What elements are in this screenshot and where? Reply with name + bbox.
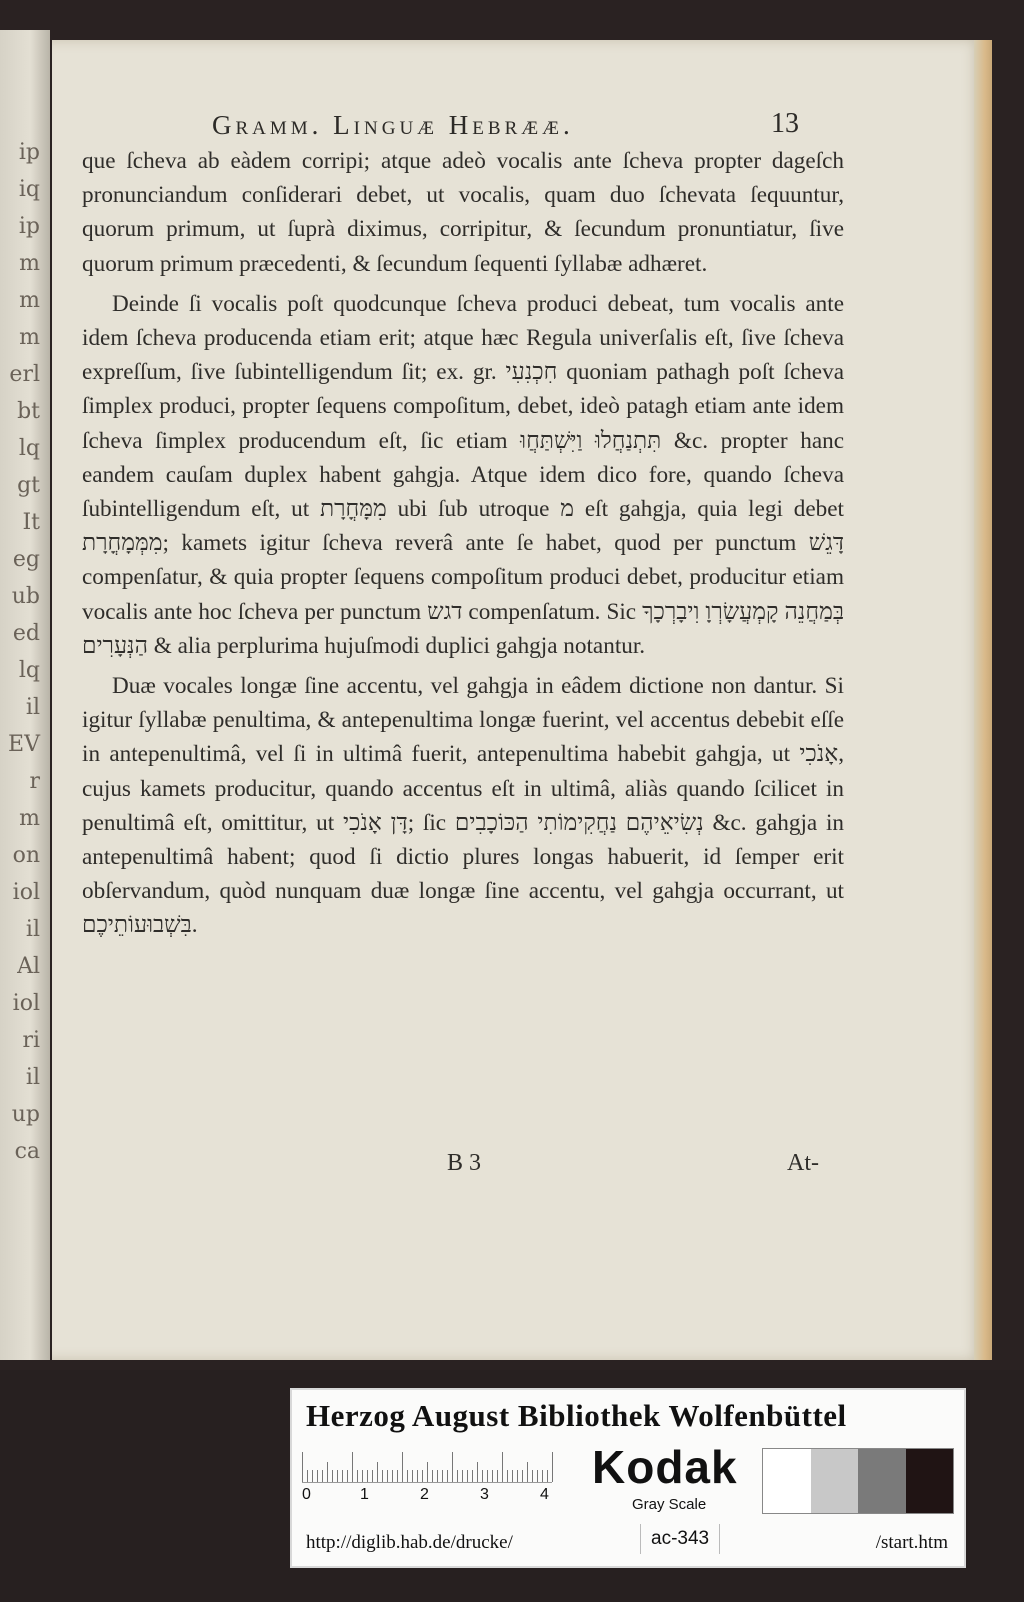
facing-page-fragment: iol bbox=[12, 880, 40, 905]
page-edge bbox=[974, 40, 992, 1360]
facing-page-fragment: gt bbox=[17, 473, 40, 498]
ruler-tick bbox=[482, 1470, 483, 1482]
ruler-tick bbox=[432, 1470, 433, 1482]
gray-swatches bbox=[762, 1448, 954, 1514]
ruler-tick bbox=[477, 1462, 478, 1482]
ruler-tick bbox=[337, 1470, 338, 1482]
ruler-tick bbox=[362, 1470, 363, 1482]
shelfmark-code: ac-343 bbox=[640, 1524, 720, 1554]
ruler-tick bbox=[307, 1470, 308, 1482]
book-page bbox=[52, 40, 984, 1360]
facing-page-fragment: il bbox=[25, 917, 40, 942]
page-number: 13 bbox=[771, 108, 799, 139]
ruler-tick bbox=[302, 1452, 303, 1482]
ruler-tick bbox=[352, 1452, 353, 1482]
catchword: At- bbox=[787, 1150, 819, 1176]
facing-page-fragment: EV bbox=[8, 732, 40, 757]
ruler-tick bbox=[382, 1470, 383, 1482]
ruler-number: 4 bbox=[540, 1486, 549, 1503]
ruler-tick bbox=[417, 1470, 418, 1482]
gray-scale-label: Gray Scale bbox=[632, 1496, 707, 1513]
gray-swatch bbox=[906, 1449, 954, 1513]
facing-page-fragment: Al bbox=[17, 954, 40, 979]
ruler-tick bbox=[407, 1470, 408, 1482]
ruler-tick bbox=[422, 1470, 423, 1482]
ruler-number: 2 bbox=[420, 1486, 429, 1503]
facing-page-fragment: m bbox=[19, 251, 40, 276]
ruler-tick bbox=[397, 1470, 398, 1482]
ruler-tick bbox=[472, 1470, 473, 1482]
ruler bbox=[302, 1450, 552, 1483]
paragraph-3: Duæ vocales longæ ſine accentu, vel gahgja in eâdem dictione non dantur. Si igitur ſyllabæ penultima, & antepenultima longæ fuerint, vel accentus debebit eſſe in antepenultimâ, vel ſi in ultimâ fuerit, antepenultima habebit gahgja, ut אָנֹכִי, cujus kamets producitur, quando accentus eſt in ultimâ, aliàs quando ſcilicet in penultimâ eſt, omittitur, ut דָּן אָנֹכִי; ſic נְשִׂיאֵיהֶם נַחֲקִימוֹתִי הַכּוֹכָבִים &c. gahgja in antepenultimâ habent; quod ſi dictio plures longas habuerit, id ſemper erit obſervandum, quòd nunquam duæ longæ ſine accentu, vel gahgja occurrant, ut בִּשְׁבוּעוֹתֵיכֶם. bbox=[82, 673, 845, 939]
ruler-tick bbox=[412, 1470, 413, 1482]
ruler-tick bbox=[537, 1470, 538, 1482]
facing-page-fragment: iq bbox=[18, 177, 40, 202]
facing-page-fragment: m bbox=[19, 325, 40, 350]
ruler-tick bbox=[342, 1470, 343, 1482]
ruler-tick bbox=[312, 1470, 313, 1482]
facing-page-fragment: on bbox=[12, 843, 40, 868]
facing-page-fragment: eg bbox=[12, 547, 40, 572]
ruler-tick bbox=[447, 1470, 448, 1482]
ruler-tick bbox=[452, 1452, 453, 1482]
ruler-tick bbox=[317, 1470, 318, 1482]
facing-page-fragment: ca bbox=[14, 1139, 40, 1164]
ruler-tick bbox=[522, 1470, 523, 1482]
facing-page-edge bbox=[0, 30, 50, 1360]
ruler-number: 1 bbox=[360, 1486, 369, 1503]
ruler-tick bbox=[437, 1470, 438, 1482]
library-name: Herzog August Bibliothek Wolfenbüttel bbox=[306, 1398, 847, 1433]
ruler-tick bbox=[527, 1462, 528, 1482]
paragraph-1: que ſcheva ab eàdem corripi; atque adeò vocalis ante ſcheva propter dageſch pronunciandum conſiderari debet, ut vocalis, quam duo ſchevata ſequuntur, quorum primum, ut ſuprà diximus, corripitur, & ſecundum pronuntiatur, ſive quorum primum præcedenti, & ſecundum ſequenti ſyllabæ adhæret. bbox=[82, 148, 844, 277]
ruler-tick bbox=[502, 1452, 503, 1482]
facing-page-fragment: bt bbox=[17, 399, 40, 424]
ruler-tick bbox=[387, 1470, 388, 1482]
ruler-tick bbox=[532, 1470, 533, 1482]
ruler-tick bbox=[552, 1452, 553, 1482]
ruler-tick bbox=[512, 1470, 513, 1482]
ruler-tick bbox=[372, 1470, 373, 1482]
ruler-tick bbox=[487, 1470, 488, 1482]
ruler-tick bbox=[467, 1470, 468, 1482]
ruler-tick bbox=[442, 1470, 443, 1482]
ruler-number: 0 bbox=[302, 1486, 311, 1503]
gray-swatch bbox=[858, 1449, 906, 1513]
facing-page-fragment: ip bbox=[18, 140, 40, 165]
facing-page-fragment: m bbox=[19, 806, 40, 831]
ruler-tick bbox=[377, 1462, 378, 1482]
ruler-number: 3 bbox=[480, 1486, 489, 1503]
signature-mark: B 3 bbox=[447, 1150, 482, 1176]
source-url: http://diglib.hab.de/drucke/ bbox=[306, 1532, 513, 1553]
facing-page-fragment: ed bbox=[12, 621, 40, 646]
facing-page-fragment: il bbox=[25, 695, 40, 720]
ruler-tick bbox=[547, 1470, 548, 1482]
kodak-color-strip bbox=[290, 1388, 966, 1568]
start-path: /start.htm bbox=[875, 1532, 948, 1553]
facing-page-fragment: up bbox=[11, 1102, 40, 1127]
kodak-logo: Kodak bbox=[592, 1441, 738, 1493]
ruler-tick bbox=[542, 1470, 543, 1482]
facing-page-fragment: ip bbox=[18, 214, 40, 239]
ruler-tick bbox=[347, 1470, 348, 1482]
ruler-tick bbox=[517, 1470, 518, 1482]
ruler-tick bbox=[507, 1470, 508, 1482]
running-head: Gramm. Linguæ Hebrææ. bbox=[212, 110, 574, 140]
facing-page-fragment: erl bbox=[9, 362, 40, 387]
facing-page-fragment: lq bbox=[18, 436, 40, 461]
ruler-tick bbox=[427, 1462, 428, 1482]
gray-swatch bbox=[763, 1449, 811, 1513]
ruler-tick bbox=[367, 1470, 368, 1482]
facing-page-fragment: r bbox=[29, 769, 40, 794]
facing-page-fragment: ub bbox=[11, 584, 40, 609]
ruler-tick bbox=[332, 1470, 333, 1482]
ruler-tick bbox=[497, 1470, 498, 1482]
paragraph-2: Deinde ſi vocalis poſt quodcunque ſcheva produci debeat, tum vocalis ante idem ſcheva producenda etiam erit; atque hæc Regula univerſalis eſt, ſive ſcheva expreſſum, ſive ſubintelligendum ſit; ex. gr. חִכְנִעִי quoniam pathagh poſt ſcheva ſimplex produci, propter ſequens compoſitum, debet, ideò patagh etiam ante idem ſcheva ſimplex producendum eſt, ſic etiam תִּתְנַחֲלוּ וַיִּשְׁתַּחֲוּ &c. propter hanc eandem cauſam duplex habent gahgja. Atque idem dico fore, quando ſcheva ſubintelligendum eſt, ut מִמָּחֳרָת ubi ſub utroque מ eſt gahgja, quia legi debet מִמְּמָחֳרָת; kamets igitur ſcheva reverâ ante ſe habet, quod per punctum דָּגֵשׁ compenſatur, & quia propter ſequens compoſitum produci debet, producitur etiam vocalis ante hoc ſcheva per punctum דגש compenſatum. Sic בְּמַחֲנֵה קָמְעֲשָׂרְוָ וִיבָרְכָךָ הַנְּעָרִים & alia perplurima hujuſmodi duplici gahgja notantur. bbox=[82, 290, 845, 659]
ruler-tick bbox=[492, 1470, 493, 1482]
ruler-tick bbox=[327, 1462, 328, 1482]
body-text bbox=[82, 144, 844, 949]
gray-swatch bbox=[811, 1449, 859, 1513]
facing-page-fragment: il bbox=[25, 1065, 40, 1090]
facing-page-fragment: It bbox=[22, 510, 40, 535]
facing-page-fragment: m bbox=[19, 288, 40, 313]
facing-page-fragment: iol bbox=[12, 991, 40, 1016]
ruler-tick bbox=[462, 1470, 463, 1482]
facing-page-fragment: lq bbox=[18, 658, 40, 683]
ruler-tick bbox=[322, 1470, 323, 1482]
facing-page-fragment: ri bbox=[22, 1028, 40, 1053]
ruler-tick bbox=[357, 1470, 358, 1482]
ruler-tick bbox=[457, 1470, 458, 1482]
ruler-tick bbox=[392, 1470, 393, 1482]
ruler-tick bbox=[402, 1452, 403, 1482]
